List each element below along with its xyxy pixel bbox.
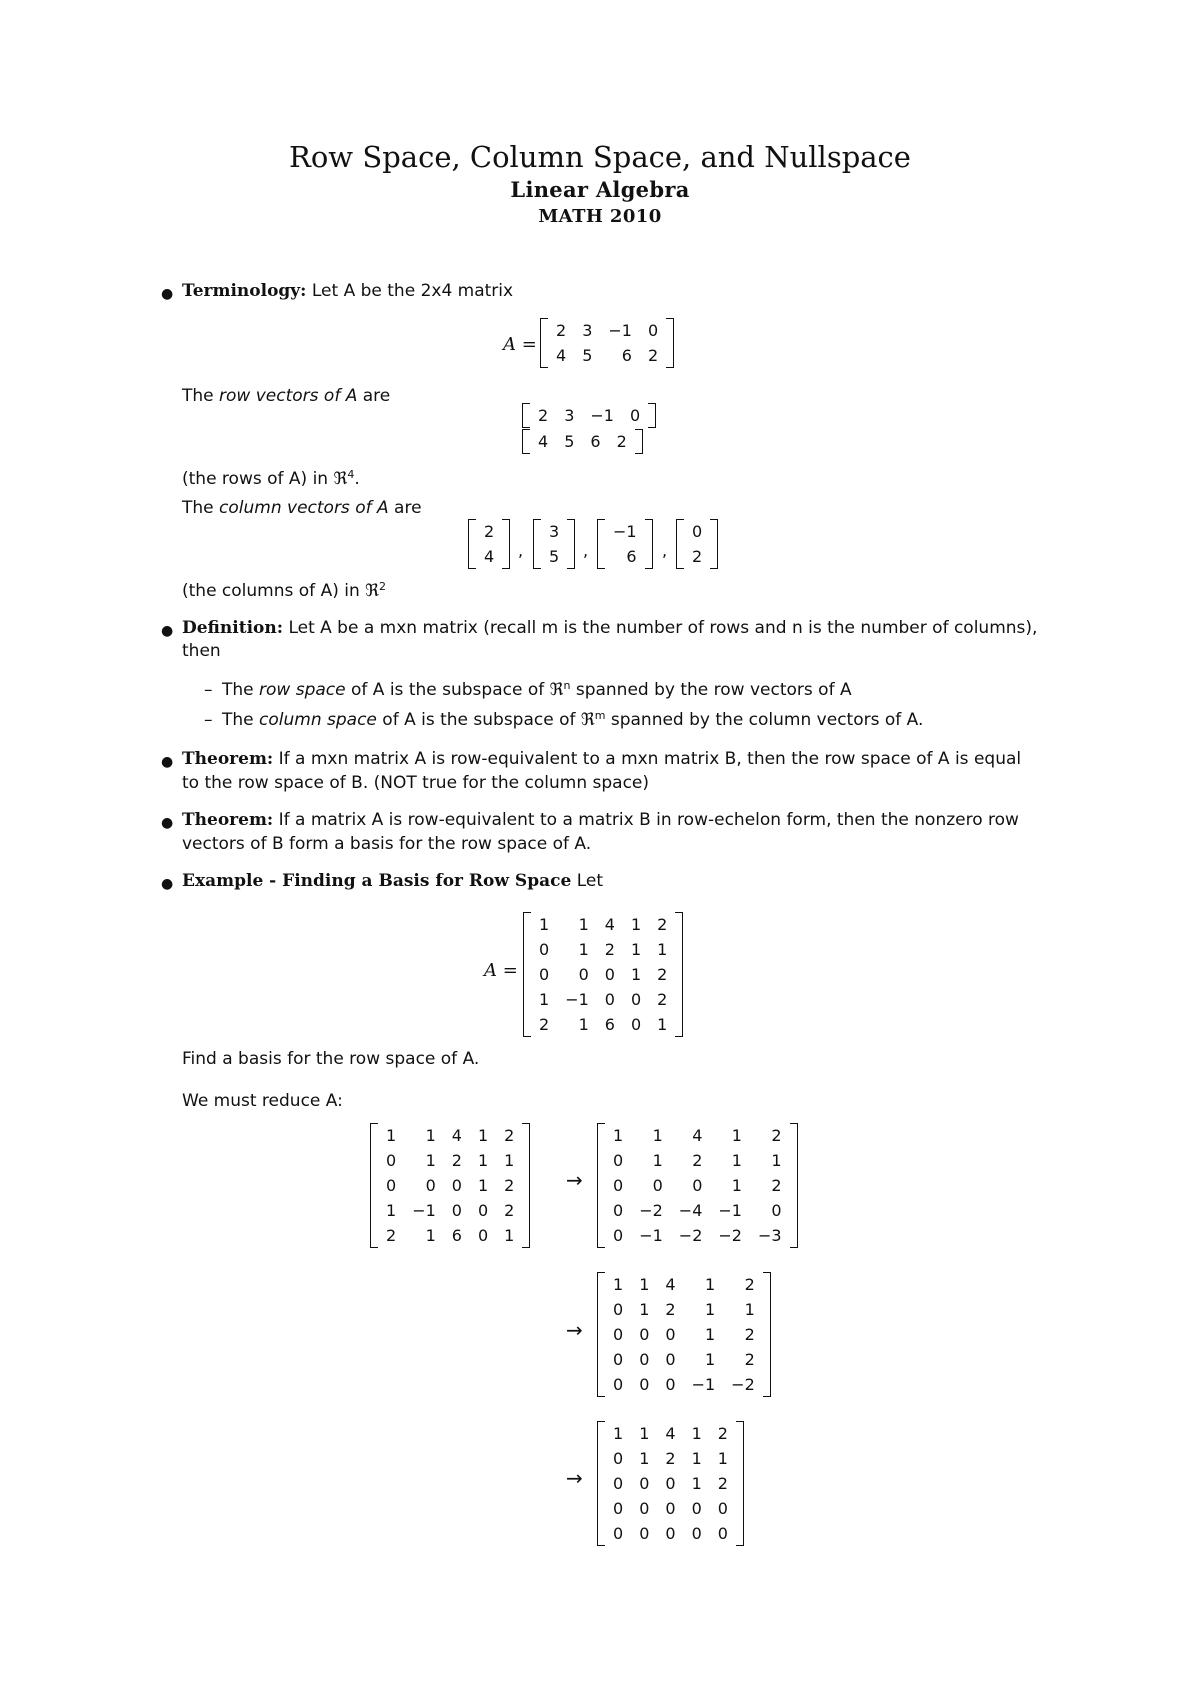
matrix-cell: 0 xyxy=(691,1524,702,1543)
bullet-icon: ● xyxy=(161,286,174,302)
matrix-cell: 1 xyxy=(613,1126,624,1145)
matrix-cell: 0 xyxy=(629,406,641,425)
dash-icon: – xyxy=(204,710,213,730)
matrix-cell: 6 xyxy=(451,1226,462,1245)
theorem2-text: If a matrix A is row-equivalent to a matrix B in row-echelon form, then the nonzero row xyxy=(278,810,1019,830)
row-vector-2 xyxy=(522,429,643,454)
matrix-cell: 0 xyxy=(613,1524,624,1543)
matrix-cell: 1 xyxy=(613,1424,624,1443)
bullet-icon: ● xyxy=(161,754,174,770)
col-vectors-prefix: The xyxy=(182,498,214,518)
matrix-cell: 1 xyxy=(639,1300,650,1319)
dash-icon: – xyxy=(204,680,213,700)
matrix-cell: 1 xyxy=(717,1449,728,1468)
example-reduce: We must reduce A: xyxy=(182,1091,343,1111)
matrix-cell: 2 xyxy=(616,432,627,451)
comma: , xyxy=(518,541,524,560)
matrix-cell: 1 xyxy=(731,1126,742,1145)
matrix-cell: −4 xyxy=(678,1201,703,1220)
matrix-cell: 1 xyxy=(657,940,668,959)
matrix-cell: 2 xyxy=(386,1226,397,1245)
matrix-cell: 0 xyxy=(652,1176,663,1195)
theorem2-label: Theorem: xyxy=(182,810,274,830)
comma: , xyxy=(583,541,589,560)
matrix-cell: 1 xyxy=(539,915,550,934)
matrix-cell: 1 xyxy=(704,1325,716,1344)
matrix-cell: 0 xyxy=(613,1325,624,1344)
right-bracket xyxy=(710,519,718,569)
matrix-cell: −1 xyxy=(608,321,632,340)
matrix-cell: 0 xyxy=(665,1474,676,1493)
definition-item-column-space xyxy=(222,709,923,732)
theorem1-label: Theorem: xyxy=(182,749,274,769)
matrix-cell: 2 xyxy=(504,1176,515,1195)
item2-pre: The xyxy=(222,710,254,730)
matrix-cell: 1 xyxy=(691,1424,702,1443)
matrix-cell: 0 xyxy=(613,1499,624,1518)
matrix-A-2x4 xyxy=(540,318,674,368)
matrix-cell: −1 xyxy=(691,1375,716,1394)
matrix-cell: 0 xyxy=(639,1350,650,1369)
matrix-cell: 2 xyxy=(484,522,495,541)
theorem1-text: If a mxn matrix A is row-equivalent to a mxn matrix B, then the row space of A is equal xyxy=(278,749,1022,769)
item1-term: row space xyxy=(259,680,346,700)
right-bracket xyxy=(645,519,653,569)
matrix-cell: 1 xyxy=(386,1201,397,1220)
matrix-cell: 2 xyxy=(657,965,668,984)
matrix-cell: −1 xyxy=(639,1226,663,1245)
course-code: MATH 2010 xyxy=(538,206,662,227)
matrix-cell: 4 xyxy=(665,1424,676,1443)
rows-caption xyxy=(182,468,360,491)
theorem2-line1 xyxy=(182,809,1019,832)
matrix-cell: 1 xyxy=(578,940,589,959)
matrix-cell: 2 xyxy=(539,1015,550,1034)
matrix-cell: 0 xyxy=(613,1474,624,1493)
matrix-cell: −3 xyxy=(757,1226,782,1245)
matrix-cell: 0 xyxy=(717,1499,728,1518)
example-let: Let xyxy=(576,871,603,891)
right-bracket xyxy=(736,1421,744,1546)
matrix-cell: 4 xyxy=(451,1126,462,1145)
rows-exponent: 4 xyxy=(347,468,355,481)
matrix-cell: 1 xyxy=(657,1015,668,1034)
page-subtitle: Linear Algebra xyxy=(510,177,690,202)
matrix-cell: 1 xyxy=(704,1300,716,1319)
matrix-cell: 0 xyxy=(639,1524,650,1543)
matrix-cell: −1 xyxy=(613,522,637,541)
matrix-cell: 0 xyxy=(665,1325,676,1344)
example-matrix-A xyxy=(523,912,683,1037)
matrix-cell: 1 xyxy=(613,1275,624,1294)
definition-text: Let A be a mxn matrix (recall m is the number of rows and n is the number of columns), xyxy=(288,618,1038,638)
left-bracket xyxy=(522,429,530,454)
matrix-cell: −1 xyxy=(565,990,589,1009)
matrix-cell: 6 xyxy=(626,547,637,566)
item1-pre: The xyxy=(222,680,254,700)
right-bracket xyxy=(567,519,575,569)
matrix-cell: 0 xyxy=(630,990,642,1009)
matrix-cell: 2 xyxy=(744,1350,755,1369)
matrix-cell: −2 xyxy=(718,1226,742,1245)
matrix-cell: 1 xyxy=(744,1300,755,1319)
matrix-cell: 0 xyxy=(613,1375,624,1394)
matrix-cell: 2 xyxy=(657,915,668,934)
matrix-cell: 0 xyxy=(386,1151,397,1170)
matrix-cell: 0 xyxy=(604,965,615,984)
matrix-cell: 0 xyxy=(539,940,550,959)
matrix-cell: 2 xyxy=(771,1176,782,1195)
item2-term: column space xyxy=(259,710,377,730)
cols-caption xyxy=(182,580,386,603)
matrix-cell: 1 xyxy=(691,1449,702,1468)
matrix-cell: 1 xyxy=(630,940,642,959)
terminology-label: Terminology: xyxy=(182,281,307,301)
matrix-cell: 0 xyxy=(613,1226,624,1245)
matrix-cell: 2 xyxy=(657,990,668,1009)
reduction-matrix-step1 xyxy=(597,1123,798,1248)
example-line xyxy=(182,870,603,893)
matrix-cell: 1 xyxy=(425,1126,436,1145)
matrix-cell: 0 xyxy=(613,1201,624,1220)
matrix-cell: 2 xyxy=(744,1275,755,1294)
col-vectors-line xyxy=(182,497,422,520)
matrix-cell: 1 xyxy=(630,915,642,934)
matrix-cell: 0 xyxy=(604,990,615,1009)
matrix-cell: 2 xyxy=(538,406,549,425)
left-bracket xyxy=(676,519,684,569)
column-vector-2 xyxy=(533,519,575,569)
row-vectors-suffix: are xyxy=(362,386,391,406)
row-vector-1 xyxy=(522,403,656,428)
matrix-cell: 1 xyxy=(639,1449,650,1468)
matrix-cell: 1 xyxy=(639,1424,650,1443)
matrix-cell: 0 xyxy=(665,1499,676,1518)
right-bracket xyxy=(648,403,656,428)
right-arrow-icon: → xyxy=(566,1466,583,1490)
matrix-cell: 1 xyxy=(704,1275,716,1294)
bullet-icon: ● xyxy=(161,876,174,892)
matrix-cell: 1 xyxy=(691,1474,702,1493)
left-bracket xyxy=(597,1272,605,1397)
matrix-cell: 0 xyxy=(665,1350,676,1369)
matrix-cell: −1 xyxy=(590,406,614,425)
matrix-cell: 2 xyxy=(451,1151,462,1170)
item1-exponent: n xyxy=(563,679,571,692)
matrix-cell: 2 xyxy=(771,1126,782,1145)
matrix-cell: 6 xyxy=(604,1015,615,1034)
right-arrow-icon: → xyxy=(566,1318,583,1342)
matrix-cell: 5 xyxy=(582,346,593,365)
matrix-cell: 1 xyxy=(425,1226,436,1245)
matrix-cell: 4 xyxy=(665,1275,676,1294)
reduction-matrix-original xyxy=(370,1123,530,1248)
bullet-icon: ● xyxy=(161,815,174,831)
matrix-cell: 4 xyxy=(604,915,615,934)
matrix-cell: 1 xyxy=(504,1226,515,1245)
matrix-cell: 1 xyxy=(652,1151,663,1170)
matrix-cell: 1 xyxy=(771,1151,782,1170)
matrix-cell: 0 xyxy=(386,1176,397,1195)
left-bracket xyxy=(533,519,541,569)
matrix-cell: 2 xyxy=(692,547,703,566)
matrix-cell: 2 xyxy=(665,1449,676,1468)
matrix-cell: 0 xyxy=(692,1176,703,1195)
definition-line1 xyxy=(182,617,1037,640)
left-bracket xyxy=(522,403,530,428)
matrix-A-label: A = xyxy=(503,334,537,355)
matrix-cell: 0 xyxy=(639,1474,650,1493)
right-bracket xyxy=(522,1123,530,1248)
matrix-cell: 3 xyxy=(564,406,575,425)
definition-label: Definition: xyxy=(182,618,284,638)
matrix-cell: 0 xyxy=(451,1201,462,1220)
item1-mid: of A is the subspace of ℜ xyxy=(351,680,564,700)
left-bracket xyxy=(468,519,476,569)
matrix-cell: 1 xyxy=(731,1151,742,1170)
terminology-intro: Let A be the 2x4 matrix xyxy=(311,281,514,301)
matrix-cell: 1 xyxy=(539,990,550,1009)
matrix-cell: 1 xyxy=(578,915,589,934)
definition-line2: then xyxy=(182,641,221,661)
matrix-cell: 0 xyxy=(425,1176,436,1195)
matrix-cell: 0 xyxy=(578,965,589,984)
matrix-cell: −2 xyxy=(678,1226,703,1245)
row-vectors-line xyxy=(182,385,390,408)
matrix-cell: 1 xyxy=(578,1015,589,1034)
theorem1-line2: to the row space of B. (NOT true for the column space) xyxy=(182,773,650,793)
definition-item-row-space xyxy=(222,679,852,702)
matrix-cell: 0 xyxy=(665,1524,676,1543)
matrix-cell: 1 xyxy=(630,965,642,984)
matrix-cell: 2 xyxy=(504,1201,515,1220)
matrix-cell: 1 xyxy=(477,1151,489,1170)
matrix-cell: 1 xyxy=(425,1151,436,1170)
right-bracket xyxy=(790,1123,798,1248)
matrix-cell: 4 xyxy=(692,1126,703,1145)
matrix-cell: 0 xyxy=(613,1350,624,1369)
matrix-cell: 6 xyxy=(621,346,632,365)
right-bracket xyxy=(675,912,683,1037)
item2-end: spanned by the column vectors of A. xyxy=(610,710,924,730)
matrix-cell: 0 xyxy=(639,1499,650,1518)
matrix-cell: 2 xyxy=(744,1325,755,1344)
matrix-cell: 3 xyxy=(582,321,593,340)
right-arrow-icon: → xyxy=(566,1168,583,1192)
col-vectors-term: column vectors of A xyxy=(219,498,389,518)
left-bracket xyxy=(597,1123,605,1248)
matrix-cell: 4 xyxy=(484,547,495,566)
matrix-cell: 2 xyxy=(717,1474,728,1493)
matrix-cell: 0 xyxy=(771,1201,782,1220)
matrix-cell: 0 xyxy=(613,1151,624,1170)
reduction-matrix-step2 xyxy=(597,1272,771,1397)
column-vector-3 xyxy=(597,519,653,569)
col-vectors-suffix: are xyxy=(394,498,422,518)
theorem1-line1 xyxy=(182,748,1021,771)
cols-caption-text: (the columns of A) in ℜ xyxy=(182,581,379,601)
left-bracket xyxy=(370,1123,378,1248)
item1-end: spanned by the row vectors of A xyxy=(575,680,852,700)
matrix-cell: 2 xyxy=(604,940,615,959)
matrix-cell: 0 xyxy=(717,1524,728,1543)
rows-caption-text: (the rows of A) in ℜ xyxy=(182,469,348,489)
matrix-cell: 0 xyxy=(665,1375,676,1394)
right-bracket xyxy=(502,519,510,569)
matrix-cell: 1 xyxy=(504,1151,515,1170)
left-bracket xyxy=(523,912,531,1037)
matrix-cell: 1 xyxy=(477,1126,489,1145)
matrix-cell: 5 xyxy=(549,547,560,566)
matrix-cell: 0 xyxy=(613,1449,624,1468)
matrix-cell: 0 xyxy=(639,1375,650,1394)
row-vectors-term: row vectors of A xyxy=(219,386,358,406)
right-bracket xyxy=(763,1272,771,1397)
item2-exponent: m xyxy=(594,709,606,722)
matrix-cell: −2 xyxy=(731,1375,755,1394)
matrix-cell: 2 xyxy=(665,1300,676,1319)
matrix-cell: 0 xyxy=(639,1325,650,1344)
example-find: Find a basis for the row space of A. xyxy=(182,1049,480,1069)
matrix-cell: −2 xyxy=(639,1201,663,1220)
rows-caption-end: . xyxy=(354,469,360,489)
matrix-cell: 3 xyxy=(549,522,560,541)
reduction-matrix-step3 xyxy=(597,1421,744,1546)
matrix-cell: 0 xyxy=(691,1499,702,1518)
left-bracket xyxy=(540,318,548,368)
right-bracket xyxy=(666,318,674,368)
matrix-cell: 1 xyxy=(477,1176,489,1195)
matrix-cell: −1 xyxy=(412,1201,436,1220)
matrix-cell: 1 xyxy=(704,1350,716,1369)
matrix-cell: 5 xyxy=(564,432,575,451)
matrix-cell: 4 xyxy=(538,432,549,451)
right-bracket xyxy=(635,429,643,454)
matrix-cell: 2 xyxy=(717,1424,728,1443)
matrix-cell: 0 xyxy=(647,321,659,340)
left-bracket xyxy=(597,1421,605,1546)
matrix-cell: 4 xyxy=(556,346,567,365)
matrix-cell: −1 xyxy=(718,1201,742,1220)
left-bracket xyxy=(597,519,605,569)
matrix-cell: 1 xyxy=(731,1176,742,1195)
matrix-cell: 1 xyxy=(386,1126,397,1145)
cols-exponent: 2 xyxy=(378,580,386,593)
matrix-cell: 2 xyxy=(647,346,659,365)
matrix-cell: 0 xyxy=(613,1300,624,1319)
matrix-cell: 2 xyxy=(556,321,567,340)
page-title: Row Space, Column Space, and Nullspace xyxy=(289,140,911,174)
comma: , xyxy=(662,541,668,560)
matrix-cell: 1 xyxy=(652,1126,663,1145)
matrix-cell: 1 xyxy=(639,1275,650,1294)
row-vectors-prefix: The xyxy=(182,386,214,406)
matrix-cell: 0 xyxy=(613,1176,624,1195)
matrix-cell: 0 xyxy=(477,1201,489,1220)
item2-mid: of A is the subspace of ℜ xyxy=(382,710,595,730)
matrix-cell: 6 xyxy=(590,432,601,451)
theorem2-line2: vectors of B form a basis for the row space of A. xyxy=(182,834,592,854)
matrix-cell: 0 xyxy=(451,1176,462,1195)
column-vector-4 xyxy=(676,519,718,569)
example-matrix-label: A = xyxy=(484,960,518,981)
example-label: Example - Finding a Basis for Row Space xyxy=(182,871,572,891)
column-vector-1 xyxy=(468,519,510,569)
matrix-cell: 2 xyxy=(504,1126,515,1145)
matrix-cell: 0 xyxy=(692,522,703,541)
terminology-line xyxy=(182,280,513,303)
matrix-cell: 2 xyxy=(692,1151,703,1170)
matrix-cell: 0 xyxy=(477,1226,489,1245)
matrix-cell: 0 xyxy=(539,965,550,984)
bullet-icon: ● xyxy=(161,623,174,639)
matrix-cell: 0 xyxy=(630,1015,642,1034)
